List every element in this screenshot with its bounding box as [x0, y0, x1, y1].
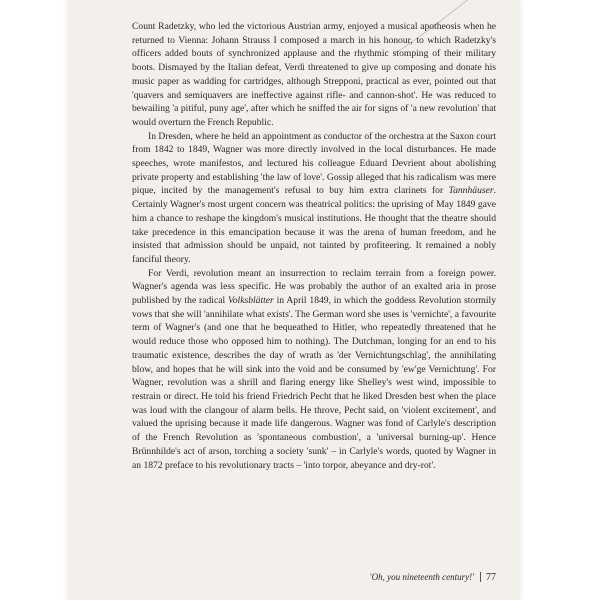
paragraph-3-part-1: For Verdi, revolution meant an insurrection to reclaim terrain from a foreign power. Wagner's agenda was less specific. He was probably the author of an exalted aria in prose published by the radical: [132, 267, 496, 307]
paragraph-2-part-2: . Certainly Wagner's most urgent concern was theatrical politics: the uprising of May 1849 gave him a chance to reshape the kingdom's musical institutions. He thought that the theatre should take precedence in this emancipation because it was the arena of human freedom, and he insisted that admission should be unpaid, not tainted by profiteering. It remained a nobly fanciful theory.: [132, 185, 496, 265]
opera-title-tannhauser: Tannhäuser: [448, 185, 494, 197]
newspaper-title-volksblatter: Volksblätter: [227, 295, 274, 307]
paragraph-3: [132, 267, 496, 473]
book-page: [68, 0, 520, 600]
running-head: 'Oh, you nineteenth century!': [370, 572, 481, 582]
paragraph-3-part-2: in April 1849, in which the goddess Revolution stormily vows that she will 'annihilate what exists'. The German word she uses is 'vernichte', a favourite term of Wagner's (and one that he bequeathed to Hitler, who repeatedly threatened that he would reduce those who opposed him to nothing). The Dutchman, longing for an end to his traumatic existence, describes the day of wrath as 'der Vernichtungschlag', the annihilating blow, and hopes that he will sink into the void and be consumed by 'ew'ge Vernichtung'. For Wagner, revolution was a shrill and flaring energy like Shelley's west wind, impossible to restrain or direct. He told his friend Friedrich Pecht that he liked Dresden best when the place was loud with the clangour of alarm bells. He throve, Pecht said, on 'violent excitement', and valued the uprising because it made life dangerous. Wagner was fond of Carlyle's description of the French Revolution as 'spontaneous combustion', a 'universal burning-up'. Hence Brünnhilde's act of arson, torching a society 'sunk' – in Carlyle's words, quoted by Wagner in an 1872 preface to his revolutionary tracts – 'into torpor, abeyance and dry-rot'.: [132, 295, 497, 471]
paragraph-1: Count Radetzky, who led the victorious Austrian army, enjoyed a musical apotheosis when he returned to Vienna: Johann Strauss I composed a march in his honour, to which Radetzky's officers added bouts of synchronized applause and the rhythmic stomping of their military boots. Dismayed by the Italian defeat, Verdi threatened to give up composing and donate his music paper as wadding for cartridges, although Strepponi, practical as ever, pointed out that 'quavers and semiquavers are ineffective against rifle- and cannon-shot'. He was reduced to bewailing 'a pitiful, puny age', after which he sniffed the air for signs of 'a new revolution' that would overturn the French Republic.: [132, 21, 496, 128]
paragraph-2-part-1: In Dresden, where he held an appointment as conductor of the orchestra at the Saxon court from 1842 to 1849, Wagner was more directly involved in the local disturbances. He made speeches, wrote manifestos, and lectured his colleague Eduard Devrient about abolishing private property and establishing 'the law of love'. Gossip alleged that his radicalism was mere pique, incited by the management's refusal to buy him extra clarinets for: [132, 130, 496, 197]
page-footer: [132, 567, 496, 585]
body-text: [132, 20, 496, 472]
page-number: 77: [486, 572, 496, 583]
paragraph-2: [132, 130, 496, 267]
